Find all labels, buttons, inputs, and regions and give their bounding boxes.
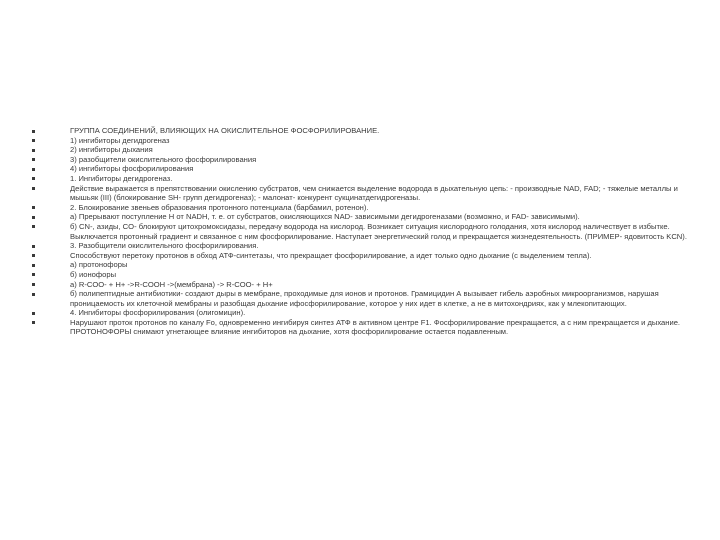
bullet-item: ГРУППА СОЕДИНЕНИЙ, ВЛИЯЮЩИХ НА ОКИСЛИТЕЛЬНОЕ ФОСФОРИЛИРОВАНИЕ. — [30, 126, 690, 136]
bullet-list — [30, 126, 690, 337]
bullet-item: 1. Ингибиторы дегидрогеназ. — [30, 174, 690, 184]
bullet-item: а) Прерывают поступление H от NADH, т. е. от субстратов, окисляющихся NAD- зависимыми дегидрогеназами (возможно, и FAD- зависимыми). — [30, 212, 690, 222]
bullet-item: 4) ингибиторы фосфорилирования — [30, 164, 690, 174]
bullet-item: Способствуют перетоку протонов в обход АТФ-синтетазы, что прекращает фосфорилирование, а идет только одно дыхание (с выделением тепла). — [30, 251, 690, 261]
bullet-item: а) протонофоры — [30, 260, 690, 270]
bullet-item: б) CN-, азиды, CO- блокируют цитохромоксидазы, передачу водорода на кислород. Возникает ситуация кислородного голодания, хотя кислород наличествует в избытке. Выключается протонный градиент и связанное с ним фосфорилирование. Наступает энергетический голод и прекращается жизнедеятельность. (ПРИМЕР- ядовитость KCN). — [30, 222, 690, 241]
bullet-item: 4. Ингибиторы фосфорилирования (олигомицин). — [30, 308, 690, 318]
bullet-item: б) ионофоры — [30, 270, 690, 280]
bullet-item: 3. Разобщители окислительного фосфорилирования. — [30, 241, 690, 251]
bullet-item: а) R-COO- + H+ ->R-COOH ->(мембрана) -> R-COO- + H+ — [30, 280, 690, 290]
bullet-item: Нарушают проток протонов по каналу Fo, одновременно ингибируя синтез АТФ в активном центре F1. Фосфорилирование прекращается, а с ним прекращается и дыхание. ПРОТОНОФОРЫ снимают угнетающее влияние ингибиторов на дыхание, хотя фосфорилирование остается подавленным. — [30, 318, 690, 337]
bullet-item: 2. Блокирование звеньев образования протонного потенциала (барбамил, ротенон). — [30, 203, 690, 213]
bullet-item: 3) разобщители окислительного фосфорилирования — [30, 155, 690, 165]
bullet-item: б) полипептидные антибиотики- создают дыры в мембране, проходимые для ионов и протонов. Грамицидин А вызывает гибель аэробных микроорганизмов, нарушая проницаемость их клеточной мембраны и разобщая дыхание ифосфорилирование, которое у них идет в клетке, а не в митохондриях, как у млекопитающих. — [30, 289, 690, 308]
bullet-item: 2) ингибиторы дыхания — [30, 145, 690, 155]
bullet-item: Действие выражается в препятствовании окислению субстратов, чем снижается выделение водорода в дыхательную цепь: - производные NAD, FAD; - тяжелые металлы и мышьяк (III) (блокирование SH- групп дегидрогеназ); - малонат- конкурент сукцинатдегидрогеназы. — [30, 184, 690, 203]
bullet-item: 1) ингибиторы дегидрогеназ — [30, 136, 690, 146]
